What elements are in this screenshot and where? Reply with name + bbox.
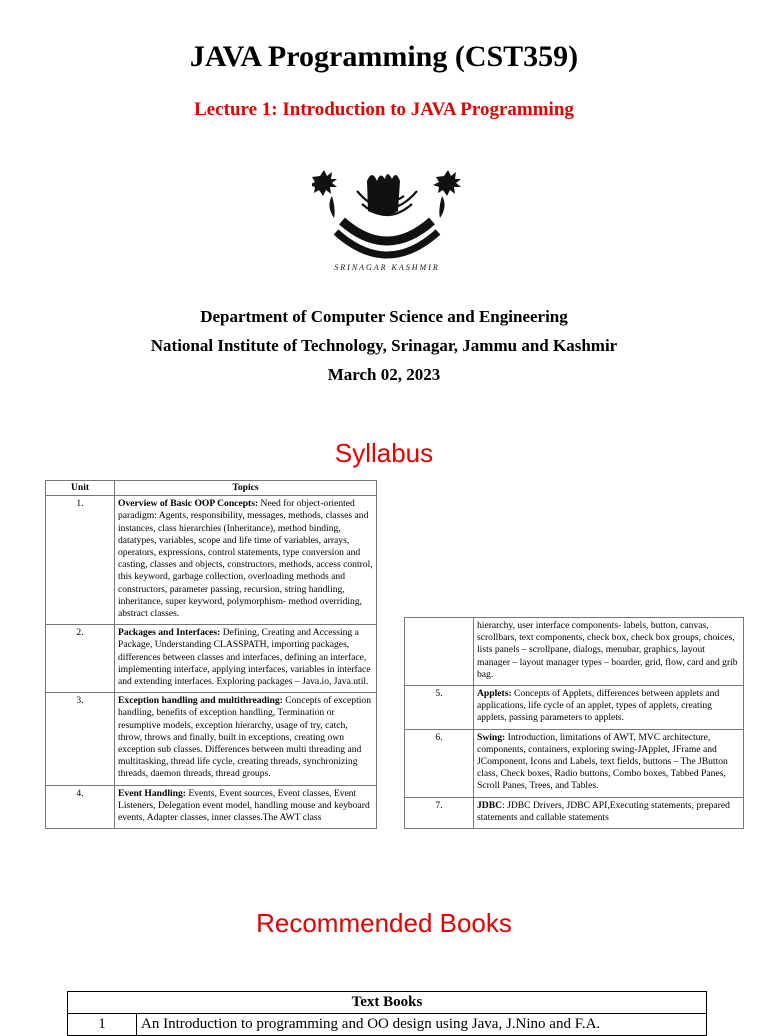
topic-cell (474, 797, 744, 828)
book-text: An Introduction to programming and OO design using Java, J.Nino and F.A. (137, 1014, 707, 1036)
topic-text: Introduction, limitations of AWT, MVC architecture, components, containers, exploring swing-JApplet, JFrame and JComponent, Icons and Labels, text fields, buttons – The JButton class, Check boxes, Radio buttons, Combo boxes, Tabbed Panes, Scroll Panes, Trees, and Tables. (477, 731, 728, 792)
institute-name: National Institute of Technology, Srinagar, Jammu and Kashmir (150, 336, 618, 355)
topic-text: hierarchy, user interface components- labels, button, canvas, scrollbars, text components, check box, check box groups, choices, lists panels – scrollpane, dialogs, menubar, graphics, layout manager – layout manager types – boarder, grid, flow, card and grib bag. (477, 620, 738, 680)
topic-title: Event Handling: (118, 787, 186, 799)
topic-title: Swing: (477, 731, 506, 743)
unit-number: 6. (405, 729, 474, 797)
unit-number: 1. (46, 496, 115, 625)
topic-cell (115, 785, 377, 829)
topic-text: Defining, Creating and Accessing a Package, Understanding CLASSPATH, importing packages, differences between classes and interfaces, defining an interface, implementing interface, applying interfaces, variables in interface and extending interfaces. Exploring packages – Java.io, Java.util. (118, 627, 371, 688)
table-row (405, 618, 744, 686)
syllabus-heading: Syllabus (334, 438, 434, 468)
table-row (405, 797, 744, 828)
recommended-books-heading: Recommended Books (256, 908, 512, 938)
topic-cell (115, 693, 377, 785)
unit-number: 3. (46, 693, 115, 785)
topic-cell (115, 625, 377, 693)
syllabus-table-left (45, 480, 377, 829)
table-row (46, 693, 377, 785)
topic-text: : JDBC Drivers, JDBC API,Executing statements, prepared statements and callable statements (477, 799, 730, 823)
topic-cell (474, 618, 744, 686)
topic-title: Exception handling and multithreading: (118, 695, 283, 707)
topic-text: Concepts of Applets, differences between applets and applications, life cycle of an applet, types of applets, creating applets, passing parameters to applets. (477, 688, 720, 724)
topic-cell (115, 496, 377, 625)
lecture-date: March 02, 2023 (327, 365, 441, 384)
unit-number (405, 618, 474, 686)
unit-number: 4. (46, 785, 115, 829)
table-row (405, 729, 744, 797)
table-row (46, 496, 377, 625)
topic-text: Events, Event sources, Event classes, Event Listeners, Delegation event model, handling mouse and keyboard events, Adapter classes, inner classes.The AWT class (118, 787, 370, 824)
topic-title: Packages and Interfaces: (118, 627, 221, 639)
topic-title: Applets: (477, 688, 512, 700)
table-row (68, 1014, 707, 1036)
topic-cell (474, 686, 744, 730)
table-row (46, 625, 377, 693)
topics-column-header: Topics (115, 481, 377, 496)
topic-cell (474, 729, 744, 797)
unit-number: 7. (405, 797, 474, 828)
unit-number: 2. (46, 625, 115, 693)
table-row (46, 785, 377, 829)
topic-text: Need for object-oriented paradigm: Agents, responsibility, messages, methods, classes and instances, class hierarchies (Inheritance), method binding, datatypes, variables, scope and life time of variables, arrays, operators, expressions, control statements, type conversion and casting, classes and objects, constructors, methods, access control, this keyword, garbage collection, overloading methods and constructors, parameter passing, recursion, string handling, inheritance, super keyword, polymorphism- method overriding, abstract classes. (118, 498, 373, 620)
unit-number: 5. (405, 686, 474, 730)
syllabus-table-right (404, 617, 744, 829)
institute-logo (312, 166, 462, 274)
department-name: Department of Computer Science and Engineering (200, 307, 568, 326)
textbooks-header: Text Books (68, 992, 707, 1014)
topic-title: JDBC (477, 799, 503, 811)
lecture-subtitle: Lecture 1: Introduction to JAVA Programming (194, 99, 574, 120)
syllabus-header-row (46, 481, 377, 496)
page-title: JAVA Programming (CST359) (189, 40, 579, 73)
topic-text: Concepts of exception handling, benefits of exception handling, Termination or resumptive models, exception hierarchy, usage of try, catch, throw, throws and finally, built in exceptions, creating own exception sub classes. Differences between multi threading and multitasking, thread life cycle, creating threads, synchronizing threads, daemon threads, thread groups. (118, 695, 372, 780)
table-row (405, 686, 744, 730)
logo-bottom-text: SRINAGAR KASHMIR (334, 263, 440, 272)
topic-title: Overview of Basic OOP Concepts: (118, 498, 259, 510)
unit-column-header: Unit (46, 481, 115, 496)
textbooks-header-row (68, 992, 707, 1014)
book-number: 1 (68, 1014, 137, 1036)
textbooks-table (67, 991, 707, 1036)
